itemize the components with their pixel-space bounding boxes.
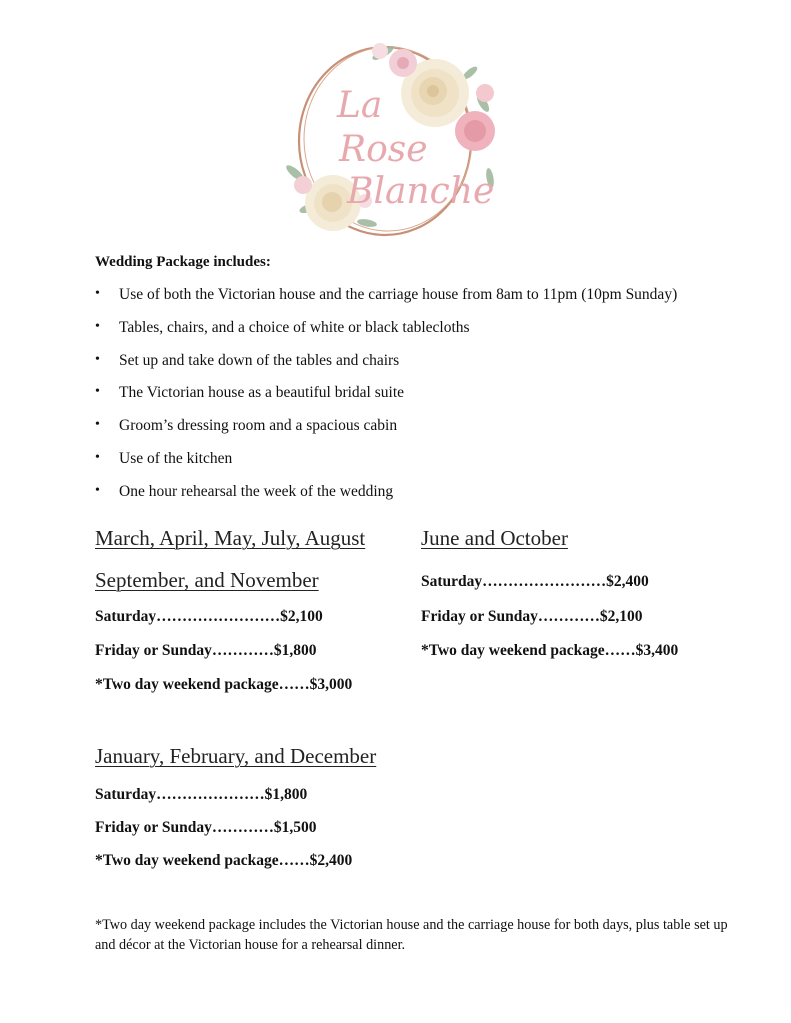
season-a-heading-line-2: September, and November <box>95 568 319 592</box>
footnote: *Two day weekend package includes the Victorian house and the carriage house for both days, plus table set up and décor at the Victorian house for a rehearsal dinner. <box>95 917 728 953</box>
season-a-saturday-price: Saturday……………………$2,100 <box>95 608 323 625</box>
list-item: • Use of the kitchen <box>95 450 677 483</box>
season-c-saturday-price: Saturday…………………$1,800 <box>95 786 308 803</box>
list-item: • The Victorian house as a beautiful bridal suite <box>95 384 677 417</box>
logo-wordmark <box>275 33 520 245</box>
logo <box>275 33 520 245</box>
season-a-heading-line-1: March, April, May, July, August <box>95 526 366 550</box>
logo-text-line-2: Rose <box>339 129 428 170</box>
season-c-two-day-price: *Two day weekend package……$2,400 <box>95 852 353 869</box>
list-item: • One hour rehearsal the week of the wedding <box>95 483 677 516</box>
season-b-saturday-price: Saturday……………………$2,400 <box>421 573 649 590</box>
season-a-friday-sunday-price: Friday or Sunday…………$1,800 <box>95 642 317 659</box>
list-item: • Use of both the Victorian house and the carriage house from 8am to 11pm (10pm Sunday) <box>95 286 677 319</box>
logo-text-line-1: La <box>337 85 383 126</box>
package-intro-heading: Wedding Package includes: <box>95 254 271 270</box>
season-b-heading: June and October <box>421 526 568 550</box>
season-c-heading: January, February, and December <box>95 744 377 768</box>
list-item: • Tables, chairs, and a choice of white or black tablecloths <box>95 319 677 352</box>
list-item: • Set up and take down of the tables and chairs <box>95 352 677 385</box>
season-b-friday-sunday-price: Friday or Sunday…………$2,100 <box>421 608 643 625</box>
season-b-two-day-price: *Two day weekend package……$3,400 <box>421 642 679 659</box>
season-a-two-day-price: *Two day weekend package……$3,000 <box>95 676 353 693</box>
logo-text-line-3: Blanche <box>347 171 495 212</box>
inclusions-list <box>95 286 677 516</box>
list-item: • Groom’s dressing room and a spacious cabin <box>95 417 677 450</box>
season-c-friday-sunday-price: Friday or Sunday…………$1,500 <box>95 819 317 836</box>
